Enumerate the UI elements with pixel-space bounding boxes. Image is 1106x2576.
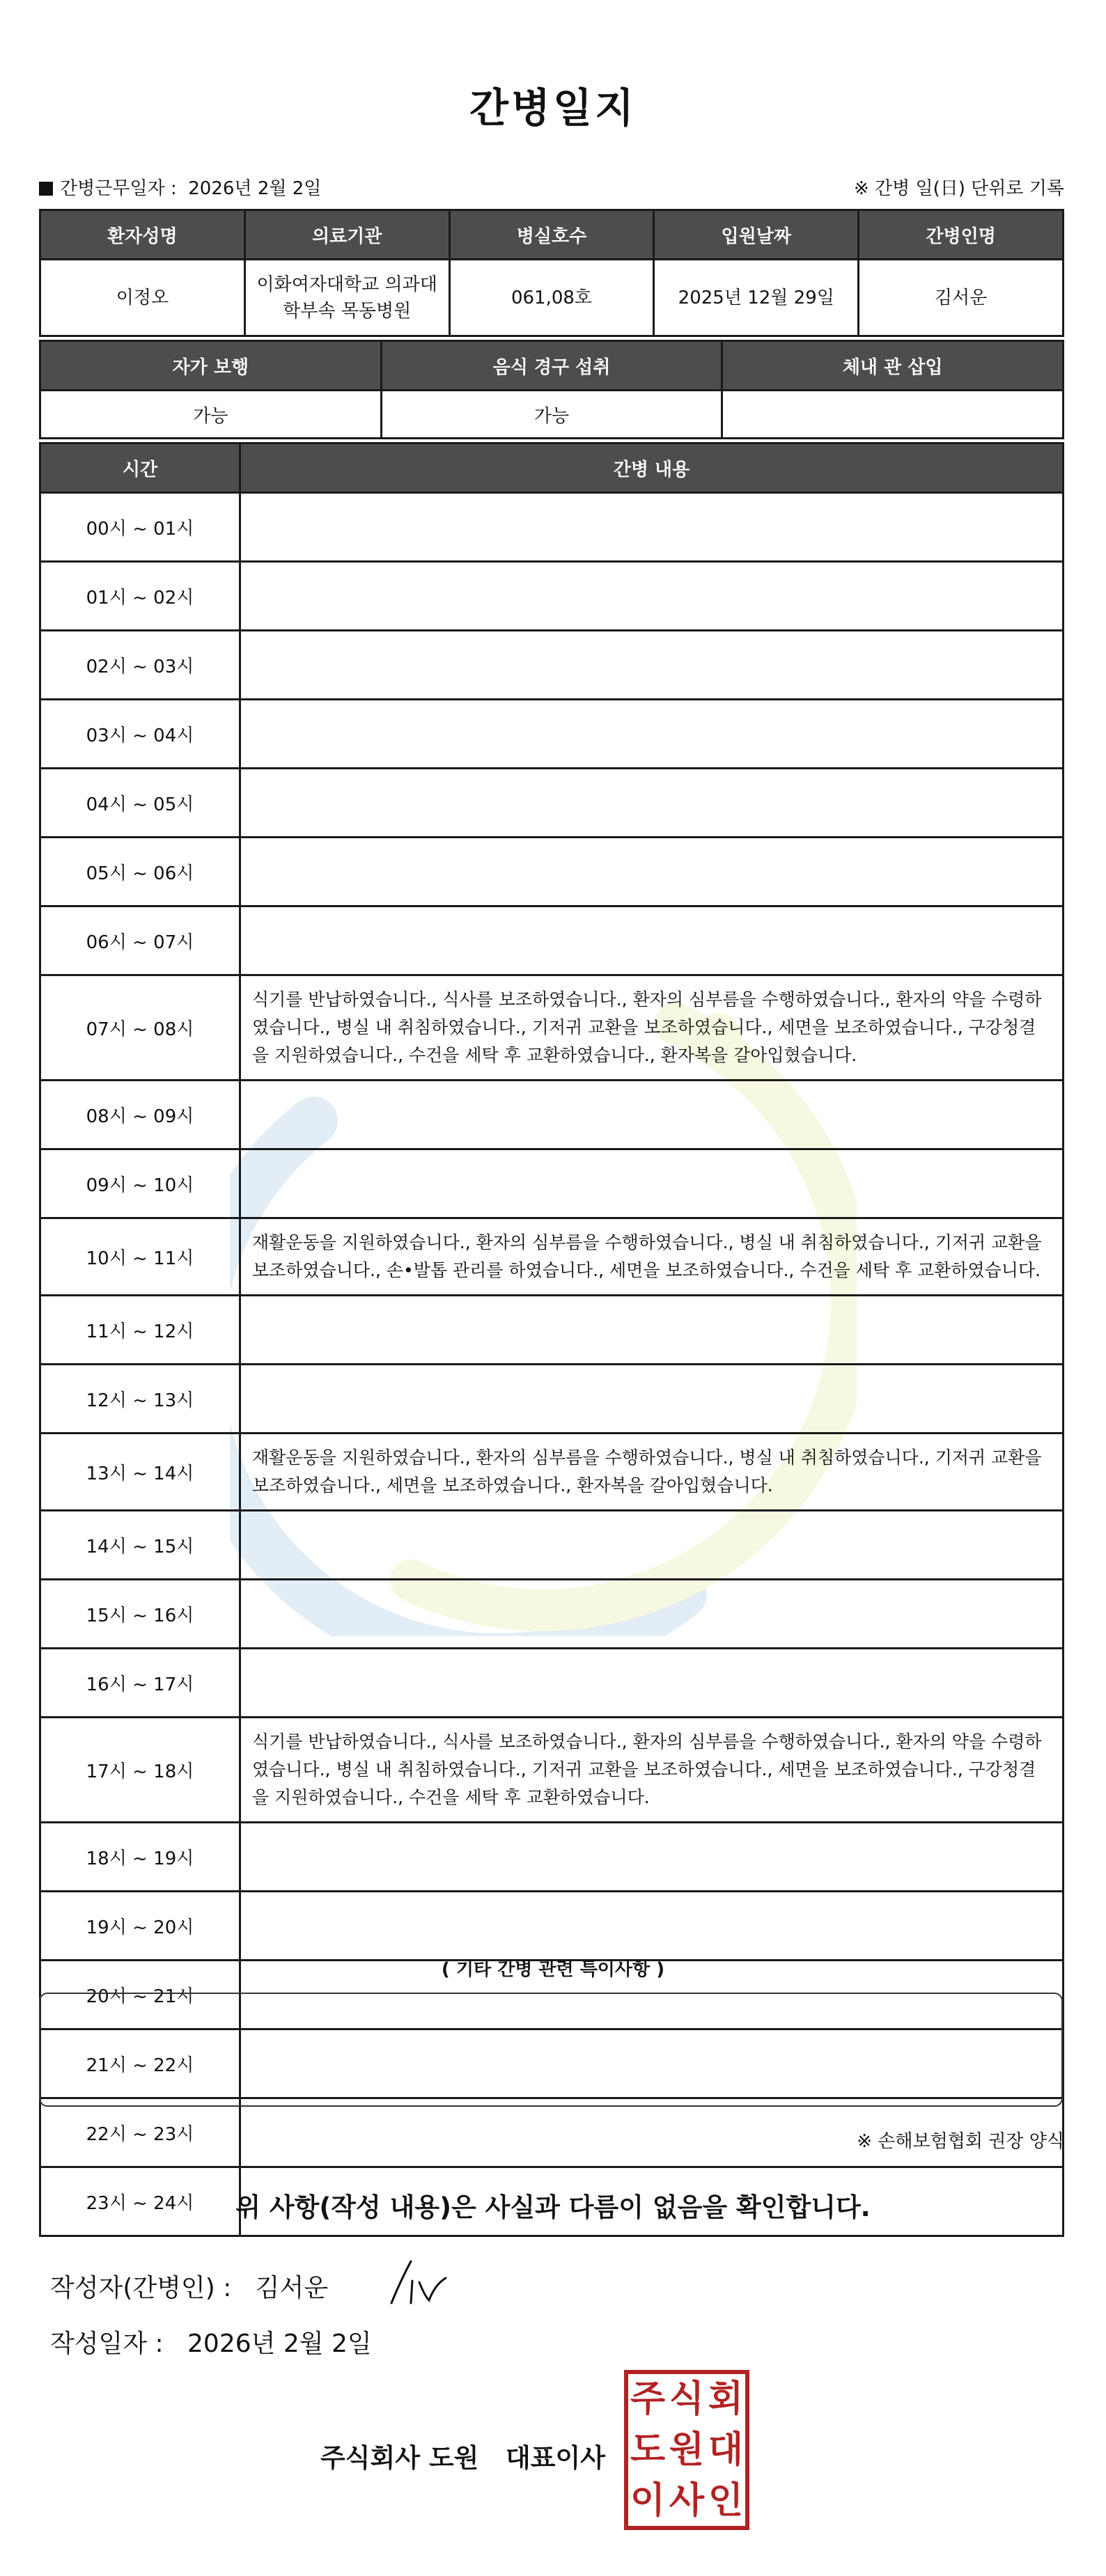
header-room: 병실호수 xyxy=(449,210,654,260)
handwritten-signature xyxy=(376,2254,453,2310)
table-row: 10시 ~ 11시 재활운동을 지원하였습니다., 환자의 심부름을 수행하였습니다., 병실 내 취침하였습니다., 기저귀 교환을 보조하였습니다., 손•발톱 관리를 하였습니다., 세면을 보조하였습니다., 수건을 세탁 후 교환하였습니다. xyxy=(40,1218,1064,1296)
table-row: 17시 ~ 18시 식기를 반납하였습니다., 식사를 보조하였습니다., 환자의 심부름을 수행하였습니다., 환자의 약을 수령하였습니다., 병실 내 취침하였습니다., 기저귀 교환을 보조하였습니다., 세면을 보조하였습니다., 구강청결을 지원하였습니다., 수건을 세탁 후 교환하였습니다. xyxy=(40,1718,1064,1823)
table-row: 05시 ~ 06시 xyxy=(40,838,1064,906)
special-notes-box xyxy=(39,1993,1063,2107)
write-date-line xyxy=(50,2324,372,2359)
table-row: 15시 ~ 16시 xyxy=(40,1580,1064,1649)
header-hospital: 의료기관 xyxy=(244,210,449,260)
work-date-value: 2026년 2월 2일 xyxy=(188,178,322,199)
special-notes-heading: ( 기타 간병 관련 특이사항 ) xyxy=(441,1959,665,1980)
table-row: 13시 ~ 14시 재활운동을 지원하였습니다., 환자의 심부름을 수행하였습니다., 병실 내 취침하였습니다., 기저귀 교환을 보조하였습니다., 세면을 보조하였습니다., 환자복을 갈아입혔습니다. xyxy=(40,1434,1064,1511)
table-row: 03시 ~ 04시 xyxy=(40,700,1064,769)
header-oral: 음식 경구 섭취 xyxy=(381,341,722,391)
writer-name: 김서운 xyxy=(255,2274,328,2302)
table-row: 02시 ~ 03시 xyxy=(40,631,1064,700)
patient-status-table xyxy=(39,340,1064,439)
unit-note: ※ 간병 일(日) 단위로 기록 xyxy=(853,178,1064,199)
table-row: 06시 ~ 07시 xyxy=(40,906,1064,975)
table-row: 07시 ~ 08시 식기를 반납하였습니다., 식사를 보조하였습니다., 환자의 심부름을 수행하였습니다., 환자의 약을 수령하였습니다., 병실 내 취침하였습니다., 기저귀 교환을 보조하였습니다., 세면을 보조하였습니다., 구강청결을 지원하였습니다., 수건을 세탁 후 교환하였습니다., 환자복을 갈아입혔습니다. xyxy=(40,975,1064,1081)
patient-info-table xyxy=(39,209,1064,337)
patient-name: 이정오 xyxy=(40,260,245,336)
table-row: 23시 ~ 24시 xyxy=(40,2167,1064,2236)
work-date-label: 간병근무일자 xyxy=(60,178,165,199)
oral-value: 가능 xyxy=(381,391,722,439)
writer-line xyxy=(50,2268,328,2304)
write-date-label: 작성일자 : xyxy=(50,2330,164,2358)
company-signature: 주식회사 도원 대표이사 xyxy=(320,2443,605,2473)
table-row: 00시 ~ 01시 xyxy=(40,493,1064,562)
table-row: 08시 ~ 09시 xyxy=(40,1081,1064,1149)
table-row: 04시 ~ 05시 xyxy=(40,769,1064,838)
writer-label: 작성자(간병인) : xyxy=(50,2274,232,2302)
hospital-name: 이화여자대학교 의과대 학부속 목동병원 xyxy=(244,260,449,336)
admit-date: 2025년 12월 29일 xyxy=(654,260,859,336)
table-row: 20시 ~ 21시 xyxy=(40,1961,1064,2029)
square-bullet-icon xyxy=(39,182,53,196)
room-number: 061,08호 xyxy=(449,260,654,336)
work-date: 간병근무일자 : 2026년 2월 2일 xyxy=(39,174,321,200)
table-row: 21시 ~ 22시 xyxy=(40,2029,1064,2098)
table-row: 12시 ~ 13시 xyxy=(40,1365,1064,1434)
table-row: 16시 ~ 17시 xyxy=(40,1649,1064,1718)
insurance-note: ※ 손해보험협회 권장 양식 xyxy=(857,2131,1064,2152)
table-row: 19시 ~ 20시 xyxy=(40,1892,1064,1961)
tube-value xyxy=(722,391,1064,439)
table-row: 14시 ~ 15시 xyxy=(40,1511,1064,1580)
page-title: 간병일지 xyxy=(469,84,637,132)
header-patient: 환자성명 xyxy=(40,210,245,260)
header-tube: 체내 관 삽입 xyxy=(722,341,1064,391)
table-row: 01시 ~ 02시 xyxy=(40,562,1064,631)
table-row: 09시 ~ 10시 xyxy=(40,1149,1064,1218)
table-row: 18시 ~ 19시 xyxy=(40,1823,1064,1892)
header-admit-date: 입원날짜 xyxy=(654,210,859,260)
header-caregiver: 간병인명 xyxy=(859,210,1064,260)
table-row: 22시 ~ 23시 xyxy=(40,2098,1064,2167)
header-walk: 자가 보행 xyxy=(40,341,382,391)
write-date-value: 2026년 2월 2일 xyxy=(187,2330,372,2358)
company-seal: 주 식 회 도 원 대 이 사 인 xyxy=(624,2370,749,2530)
confirmation-statement: 위 사항(작성 내용)은 사실과 다름이 없음을 확인합니다. xyxy=(235,2192,871,2222)
header-content: 간병 내용 xyxy=(240,443,1064,493)
caregiver-name: 김서운 xyxy=(859,260,1064,336)
walk-value: 가능 xyxy=(40,391,382,439)
header-time: 시간 xyxy=(40,443,240,493)
table-row: 11시 ~ 12시 xyxy=(40,1296,1064,1365)
